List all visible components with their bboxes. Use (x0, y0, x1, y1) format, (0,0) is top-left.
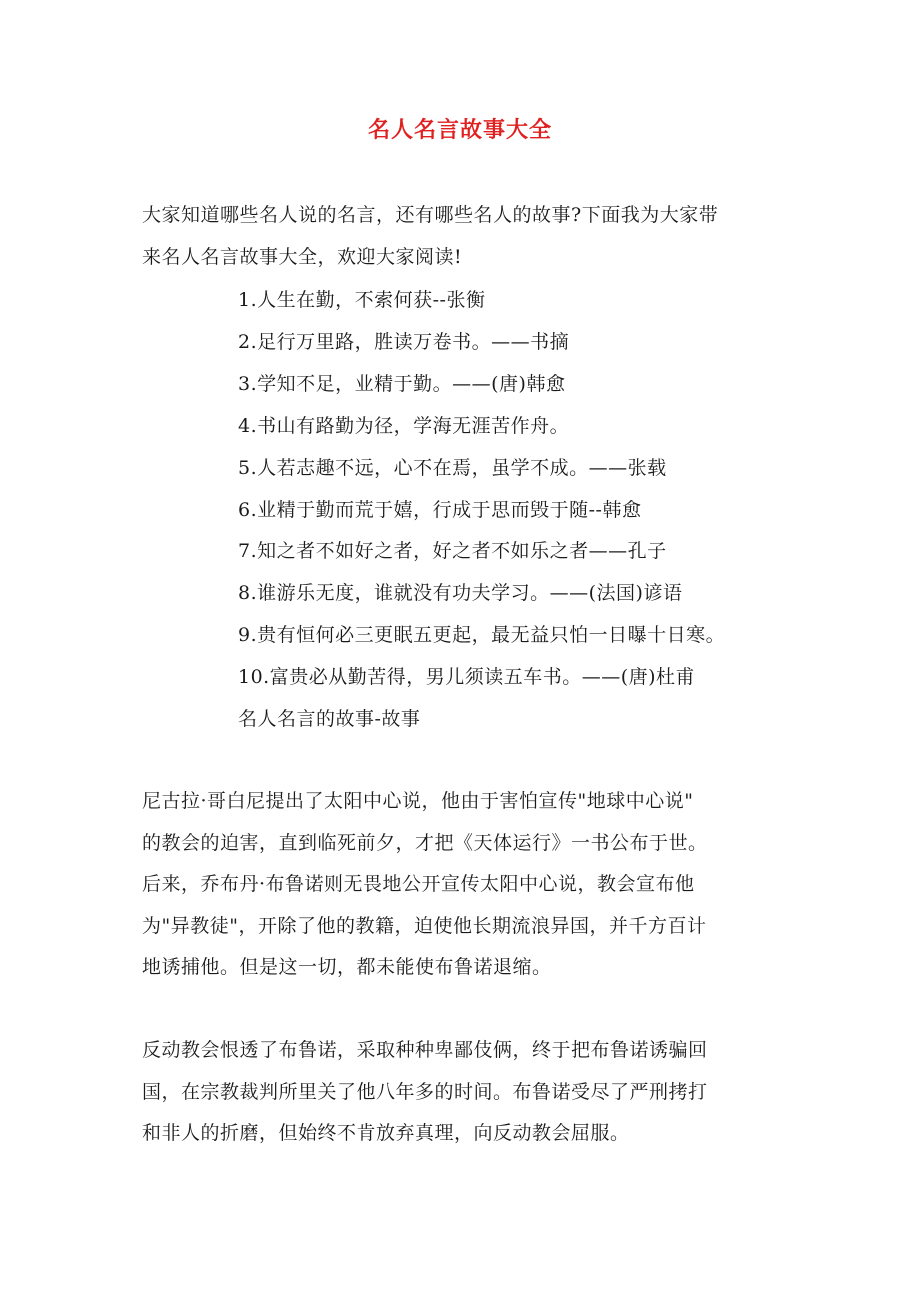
quote-item: 9.贵有恒何必三更眠五更起，最无益只怕一日曝十日寒。 (238, 624, 726, 647)
quote-item: 10.富贵必从勤苦得，男儿须读五车书。——(唐)杜甫 (238, 666, 696, 689)
paragraph-line: 尼古拉·哥白尼提出了太阳中心说，他由于害怕宣传"地球中心说" (142, 790, 694, 812)
paragraph-line: 后来，乔布丹·布鲁诺则无畏地公开宣传太阳中心说，教会宣布他 (142, 873, 695, 895)
paragraph-line: 为"异教徒"，开除了他的教籍，迫使他长期流浪异国，并千方百计 (142, 914, 707, 937)
quote-item: 8.谁游乐无度，谁就没有功夫学习。——(法国)谚语 (238, 582, 683, 605)
quote-item: 4.书山有路勤为径，学海无涯苦作舟。 (238, 414, 570, 437)
quote-item: 7.知之者不如好之者，好之者不如乐之者——孔子 (238, 540, 667, 563)
intro-paragraph (142, 195, 782, 278)
quote-item: 1.人生在勤，不索何获--张衡 (238, 289, 486, 311)
story-paragraph-1 (142, 781, 782, 989)
intro-line: 来名人名言故事大全，欢迎大家阅读! (142, 245, 463, 268)
intro-line: 大家知道哪些名人说的名言，还有哪些名人的故事?下面我为大家带 (142, 204, 719, 226)
quote-item: 3.学知不足，业精于勤。——(唐)韩愈 (238, 372, 566, 395)
quote-item: 6.业精于勤而荒于嬉，行成于思而毁于随--韩愈 (238, 498, 642, 521)
story-subheading: 名人名言的故事-故事 (238, 708, 421, 730)
document-title: 名人名言故事大全 (367, 117, 552, 143)
paragraph-line: 反动教会恨透了布鲁诺，采取种种卑鄙伎俩，终于把布鲁诺诱骗回 (142, 1039, 708, 1061)
quote-list (238, 280, 798, 699)
story-paragraph-2 (142, 1030, 782, 1155)
paragraph-line: 国，在宗教裁判所里关了他八年多的时间。布鲁诺受尽了严刑拷打 (142, 1080, 708, 1103)
paragraph-line: 地诱捕他。但是这一切，都未能使布鲁诺退缩。 (142, 956, 552, 978)
paragraph-line: 和非人的折磨，但始终不肯放弃真理，向反动教会屈服。 (142, 1122, 630, 1144)
quote-item: 5.人若志趣不远，心不在焉，虽学不成。——张载 (238, 456, 667, 479)
paragraph-line: 的教会的迫害，直到临死前夕，才把《天体运行》一书公布于世。 (142, 831, 708, 854)
quote-item: 2.足行万里路，胜读万卷书。——书摘 (238, 330, 570, 353)
